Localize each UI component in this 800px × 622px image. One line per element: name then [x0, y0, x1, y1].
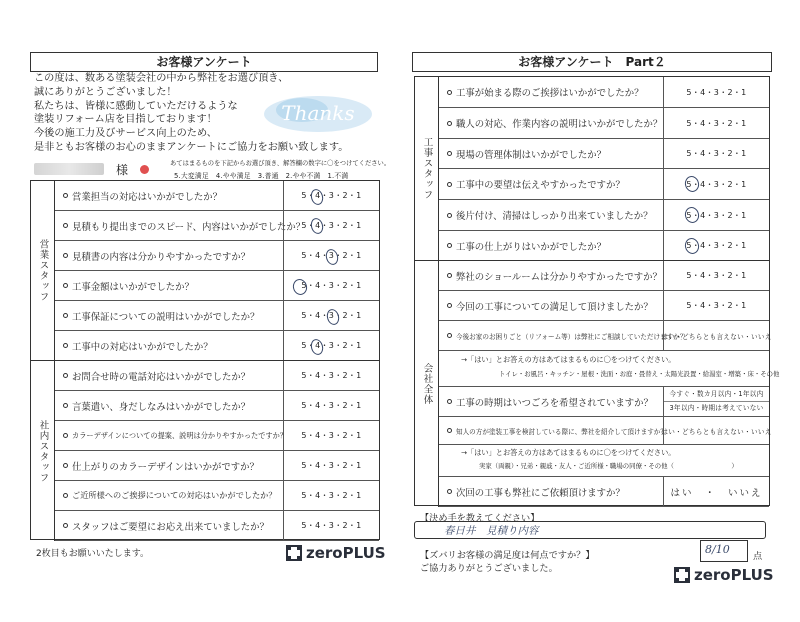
question-row [439, 169, 769, 200]
company-logo [674, 566, 774, 584]
question-row [55, 211, 379, 241]
question-text: 工事が始まる際のご挨拶はいかがでしたか？ [456, 88, 644, 99]
bullet-icon [447, 273, 452, 278]
rating-choices[interactable]: 5・4・3・2・1 [283, 271, 379, 300]
question-text: 今回の工事についての満足して頂けましたか？ [456, 301, 653, 313]
question-row [439, 417, 772, 445]
bullet-icon [447, 151, 452, 156]
question-text: 仕上がりのカラーデザインはいかがですか？ [72, 461, 259, 473]
bullet-icon [447, 243, 452, 248]
logo-text: zeroPLUS [306, 544, 386, 562]
page-title: お客様アンケート Part２ [412, 52, 772, 72]
bullet-icon [447, 121, 452, 126]
rating-choices[interactable]: 5・4・3・2・1 [283, 481, 379, 510]
question-text: スタッフはご要望にお応え出来ていましたか？ [72, 521, 269, 533]
question-row [439, 291, 769, 321]
question-text: カラーデザインについての提案、説明は分かりやすかったですか？ [72, 430, 287, 440]
bullet-icon [447, 90, 452, 95]
question-row [439, 139, 769, 169]
timing-choices-bottom[interactable]: 3年以内・時期は考えていない [669, 404, 764, 412]
decision-handwritten-answer: 春日井 見積り内容 [444, 525, 539, 537]
question-text: 弊社のショールームは分かりやすかったですか？ [456, 271, 662, 283]
sub-instruction: →「はい」とお答えの方はあてはまるものに〇をつけてください。 [461, 448, 676, 457]
question-text: 後片付け、清掃はしっかり出来ていましたか？ [456, 211, 653, 222]
question-row [55, 391, 379, 421]
question-text: 工事保証についての説明はいかがでしたか？ [72, 311, 260, 323]
bullet-icon [447, 213, 452, 218]
rating-choices[interactable]: 5・4・3・2・1 [663, 169, 769, 199]
bullet-icon [63, 193, 68, 198]
company-logo [286, 544, 386, 562]
question-row [439, 200, 769, 231]
question-text: 職人の対応、作業内容の説明はいかがでしたか？ [456, 119, 663, 130]
rating-choices[interactable]: 5・4・3・2・1 [663, 291, 769, 320]
question-text: 見積書の内容は分かりやすかったですか？ [72, 251, 251, 263]
rating-choices[interactable]: 5・4・3・2・1 [663, 108, 769, 138]
logo-text: zeroPLUS [694, 566, 774, 584]
bullet-icon [63, 223, 68, 228]
yes-neutral-no-choices[interactable]: はい・どちらとも言えない・いいえ [663, 417, 769, 444]
yes-no-choices[interactable]: はい ・ いいえ [663, 477, 769, 506]
question-row [55, 511, 379, 541]
question-row [439, 231, 769, 261]
question-row [439, 477, 769, 507]
intro-line: 塗装リフォーム店を目指しております！ [34, 114, 217, 126]
scale-legend: 5.大変満足 4.やや満足 3.普通 2.やや不満 1.不満 [174, 172, 349, 180]
bullet-icon [63, 433, 68, 438]
rating-choices[interactable]: 5・4・3・2・1 [663, 77, 769, 107]
rating-choices[interactable]: 5・4・3・2・1 [663, 261, 769, 290]
question-text: 言葉遣い、身だしなみはいかがでしたか？ [72, 401, 251, 413]
score-unit: 点 [753, 551, 763, 562]
question-row [439, 108, 769, 139]
bullet-icon [447, 399, 452, 404]
yes-neutral-no-choices[interactable]: はい・どちらとも言えない・いいえ [663, 321, 769, 350]
question-row [55, 181, 379, 211]
rating-choices[interactable]: 5・4・3・2・1 [283, 211, 379, 240]
timing-choices[interactable] [663, 387, 769, 416]
rating-choices[interactable]: 5・4・3・2・1 [283, 391, 379, 420]
rating-choices[interactable]: 5・4・3・2・1 [283, 331, 379, 360]
sub-instruction: →「はい」とお答えの方はあてはまるものに〇をつけてください。 [461, 355, 676, 364]
question-row [439, 77, 769, 108]
bullet-icon [63, 343, 68, 348]
thanks-watercolor-logo [262, 90, 374, 134]
intro-line: 私たちは、皆様に感動していただけるような [34, 100, 238, 112]
instruction-text: あてはまるものを下記からお選び頂き、解答欄の数字に〇をつけてください。 [170, 160, 391, 167]
bullet-icon [63, 283, 68, 288]
thanks-text: Thanks [281, 101, 355, 125]
section-label-construction: 工事スタッフ [415, 77, 439, 261]
question-text: 工事の時期はいつごろを希望されていますか？ [456, 397, 653, 409]
rating-choices[interactable]: 5・4・3・2・1 [283, 301, 379, 330]
intro-line: 今後の施工力及びサービス向上のため、 [34, 128, 217, 140]
rating-choices[interactable]: 5・4・3・2・1 [283, 511, 379, 540]
customer-suffix: 様 [116, 163, 129, 177]
question-row [55, 361, 379, 391]
bullet-icon [63, 373, 68, 378]
question-text: 現場の管理体制はいかがでしたか？ [456, 149, 607, 161]
bullet-icon [63, 493, 68, 498]
question-text: お問合せ時の電話対応はいかがでしたか？ [72, 371, 251, 383]
page-title: お客様アンケート [30, 52, 378, 72]
decision-label: 【決め手を教えてください】 [420, 513, 540, 524]
bullet-icon [447, 489, 452, 494]
rating-choices[interactable]: 5・4・3・2・1 [663, 139, 769, 168]
sub-question-row [439, 351, 780, 387]
survey-table-1 [30, 180, 380, 540]
stamp-icon [140, 165, 149, 174]
bullet-icon [63, 463, 68, 468]
rating-choices[interactable]: 5・4・3・2・1 [283, 421, 379, 450]
rating-choices[interactable]: 5・4・3・2・1 [283, 361, 379, 390]
question-row [439, 387, 769, 417]
intro-line: この度は、数ある塗装会社の中から弊社をお選び頂き、 [34, 73, 289, 84]
bullet-icon [447, 303, 452, 308]
section-label-office: 社内スタッフ [31, 361, 55, 541]
rating-choices[interactable]: 5・4・3・2・1 [663, 200, 769, 230]
question-row [55, 421, 379, 451]
bullet-icon [447, 182, 452, 187]
score-handwritten-value: 8/10 [705, 543, 730, 556]
bullet-icon [447, 428, 452, 433]
rating-choices[interactable]: 5・4・3・2・1 [283, 241, 379, 270]
bullet-icon [447, 333, 452, 338]
bullet-icon [63, 313, 68, 318]
rating-choices[interactable]: 5・4・3・2・1 [283, 181, 379, 210]
customer-name-redacted [34, 163, 104, 175]
question-text: 工事中の対応はいかがでしたか？ [72, 341, 213, 353]
question-row [439, 261, 769, 291]
sub-question-row [439, 445, 769, 477]
question-row [55, 481, 379, 511]
intro-line: 是非ともお客様のお心のままアンケートにご協力をお願い致します。 [34, 141, 349, 153]
bullet-icon [63, 253, 68, 258]
question-row [55, 271, 379, 301]
question-text: 営業担当の対応はいかがでしたか？ [72, 191, 223, 203]
question-text: 工事金額はいかがでしたか？ [72, 281, 194, 293]
question-text: 今後お家のお困りごと（リフォーム等）は弊社にご相談していただけますか？ [456, 332, 687, 341]
survey-table-2 [414, 76, 780, 506]
section-label-sales: 営業スタッフ [31, 181, 55, 361]
question-row [439, 321, 772, 351]
score-question: 【ズバリお客様の満足度は何点ですか？】 [420, 550, 595, 561]
customer-name-row [30, 158, 391, 182]
logo-icon [286, 545, 302, 561]
reform-options[interactable]: トイレ・お風呂・キッチン・屋根・洗面・お庭・畳替え・太陽光設置・給湯室・増築・床・その他 [499, 370, 780, 378]
question-text: 次回の工事も弊社にご依頼頂けますか？ [456, 487, 625, 499]
footer-note: 2枚目もお願いいたします。 [36, 549, 150, 559]
question-text: ご近所様へのご挨拶についての対応はいかがでしたか？ [72, 490, 277, 500]
question-text: 工事中の要望は伝えやすかったですか？ [456, 180, 625, 191]
logo-icon [674, 567, 690, 583]
rating-choices[interactable]: 5・4・3・2・1 [663, 231, 769, 260]
intro-line: 誠にありがとうございました！ [34, 86, 177, 98]
question-text: 工事の仕上がりはいかがでしたか？ [456, 241, 607, 253]
referral-options[interactable]: 実家（両親）・兄弟・親戚・友人・ご近所様・職場の同僚・その他（ ） [479, 462, 738, 470]
question-text: 知人の方が塗装工事を検討している際に、弊社を紹介して頂けますか？ [456, 427, 667, 436]
question-row [55, 331, 379, 361]
rating-choices[interactable]: 5・4・3・2・1 [283, 451, 379, 480]
bullet-icon [63, 403, 68, 408]
bullet-icon [63, 523, 68, 528]
section-label-company: 会社全体 [415, 261, 439, 507]
question-row [55, 451, 379, 481]
closing-thanks: ご協力ありがとうございました。 [420, 563, 558, 574]
timing-choices-top[interactable]: 今すぐ・数カ月以内・1年以内 [664, 388, 769, 402]
question-text: 見積もり提出までのスピード、内容はいかがでしたか？ [72, 221, 306, 233]
